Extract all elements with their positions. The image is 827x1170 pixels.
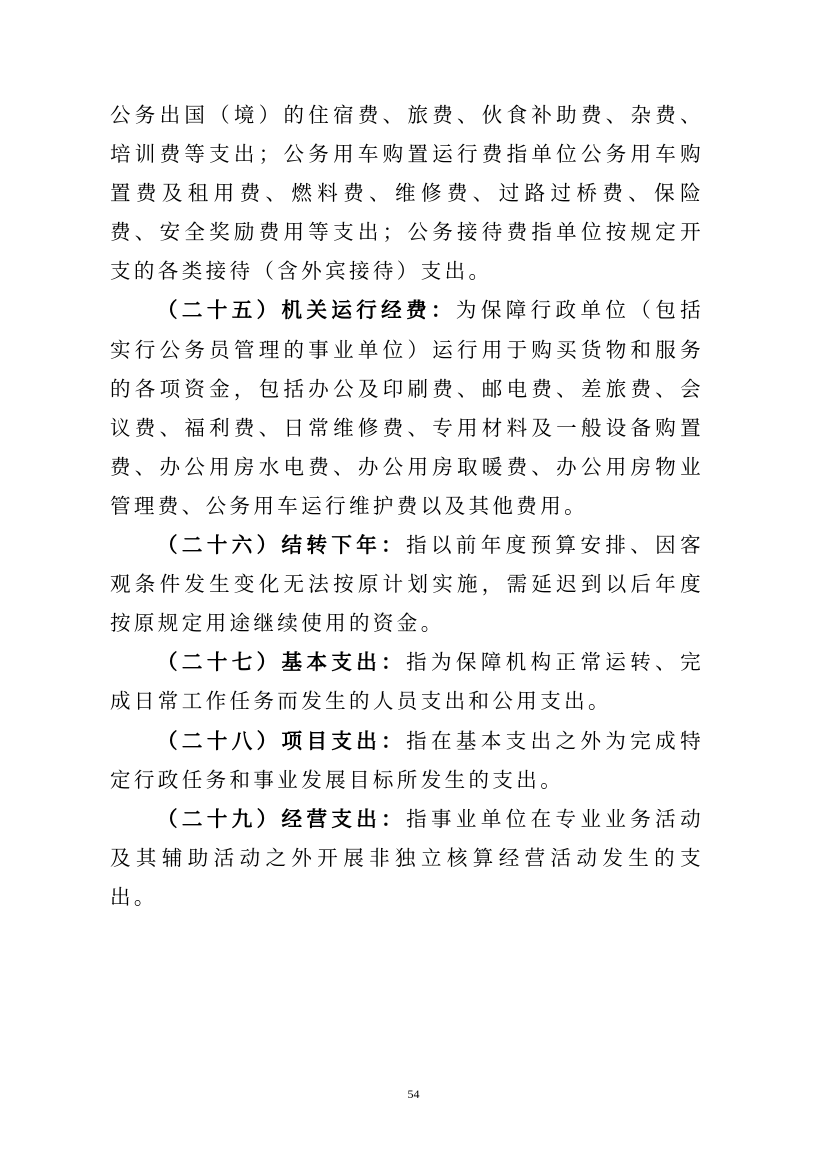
paragraph-definition-29 [110, 800, 704, 917]
definition-term: （二十八）项目支出： [157, 728, 407, 753]
paragraph-definition-26 [110, 526, 704, 643]
definition-term: （二十五）机关运行经费： [157, 298, 456, 323]
document-body [110, 96, 704, 917]
paragraph-text: 公务出国（境）的住宿费、旅费、伙食补助费、杂费、培训费等支出；公务用车购置运行费指单位公务用车购置费及租用费、燃料费、维修费、过路过桥费、保险费、安全奖励费用等支出；公务接待费指单位按规定开支的各类接待（含外宾接待）支出。 [110, 103, 704, 284]
definition-term: （二十七）基本支出： [157, 650, 407, 675]
definition-term: （二十六）结转下年： [157, 533, 407, 558]
paragraph-definition-27 [110, 643, 704, 721]
definition-text: 指为保障机构正常运转、完成日常工作任务而发生的人员支出和公用支出。 [110, 650, 704, 714]
paragraph-definition-28 [110, 722, 704, 800]
paragraph-definition-25 [110, 291, 704, 526]
definition-text: 指事业单位在专业业务活动及其辅助活动之外开展非独立核算经营活动发生的支出。 [110, 806, 704, 909]
definition-text: 指在基本支出之外为完成特定行政任务和事业发展目标所发生的支出。 [110, 728, 704, 792]
definition-term: （二十九）经营支出： [157, 806, 407, 831]
page-number: 54 [407, 1087, 420, 1101]
paragraph-continuation [110, 96, 704, 291]
definition-text: 指以前年度预算安排、因客观条件发生变化无法按原计划实施，需延迟到以后年度按原规定用途继续使用的资金。 [110, 533, 704, 636]
definition-text: 为保障行政单位（包括实行公务员管理的事业单位）运行用于购买货物和服务的各项资金，包括办公及印刷费、邮电费、差旅费、会议费、福利费、日常维修费、专用材料及一般设备购置费、办公用房水电费、办公用房取暖费、办公用房物业管理费、公务用车运行维护费以及其他费用。 [110, 298, 705, 518]
